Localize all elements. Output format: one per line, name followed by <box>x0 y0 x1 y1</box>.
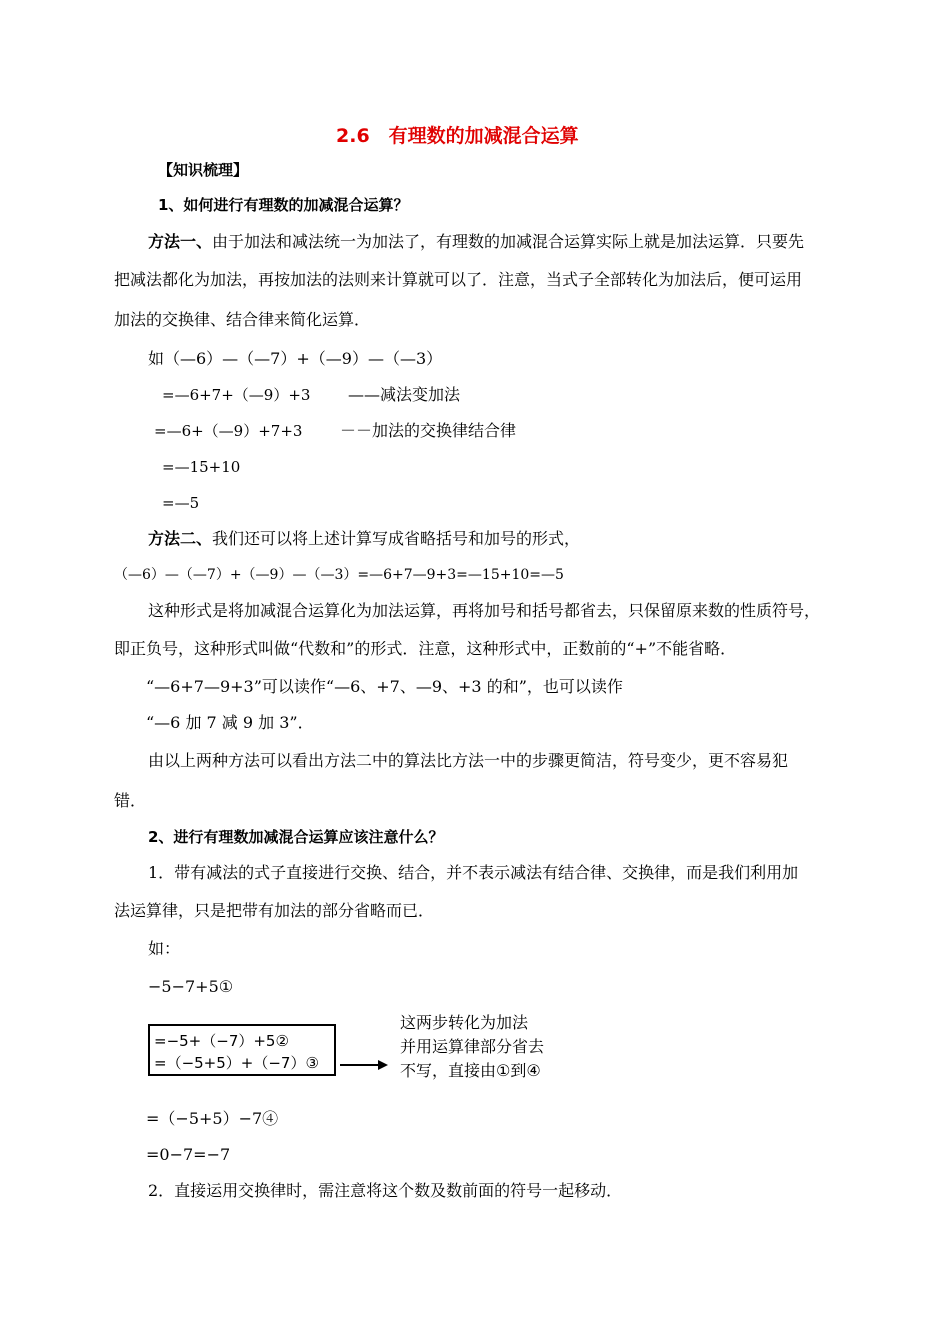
method2-paragraph-line1: 这种形式是将加减混合运算化为加法运算，再将加号和括号都省去，只保留原来数的性质符号， <box>148 601 821 620</box>
transformation-box <box>148 1024 336 1076</box>
example2-line-1: −5−7+5① <box>148 977 234 996</box>
example-note-1: ——减法变加法 <box>348 385 461 404</box>
box-line-1: =−5+（−7）+5② <box>154 1032 289 1050</box>
question-1-heading: 1、如何进行有理数的加减混合运算？ <box>158 196 409 214</box>
method1-text: 由于加法和减法统一为加法了，有理数的加减混合运算实际上就是加法运算．只要先 <box>212 232 805 251</box>
method1-paragraph-line1 <box>148 232 804 252</box>
example2-line-5: =0−7=−7 <box>146 1145 231 1164</box>
method2-formula: （—6）—（—7）+（—9）—（—3）=—6+7—9+3=—15+10=—5 <box>114 567 564 583</box>
method2-paragraph-line2: 即正负号，这种形式叫做“代数和”的形式．注意，这种形式中，正数前的“+”不能省略． <box>114 639 737 658</box>
example-line-4: =—5 <box>162 494 200 512</box>
section-heading: 【知识梳理】 <box>158 161 249 179</box>
example-note-2: －－加法的交换律结合律 <box>340 421 517 440</box>
method2-intro-line <box>148 529 580 549</box>
annotation-line-2: 并用运算律部分省去 <box>400 1037 545 1056</box>
example-line-1: =—6+7+（—9）+3 <box>162 386 311 404</box>
example-line-3: =—15+10 <box>162 458 241 476</box>
method1-paragraph-line3: 加法的交换律、结合律来简化运算． <box>114 310 371 329</box>
example2-line-4: =（−5+5）−7④ <box>146 1109 279 1128</box>
method2-paragraph-line6: 错． <box>114 791 147 810</box>
method2-paragraph-line3: “—6+7—9+3”可以读作“—6、+7、—9、+3 的和”，也可以读作 <box>146 677 623 696</box>
example-line-0: 如（—6）—（—7）+（—9）—（—3） <box>148 349 443 368</box>
arrow-icon <box>338 1058 390 1072</box>
annotation-line-1: 这两步转化为加法 <box>400 1013 529 1032</box>
method1-label: 方法一、 <box>148 232 213 251</box>
annotation-line-3: 不写，直接由①到④ <box>400 1061 541 1080</box>
question-2-heading: 2、进行有理数加减混合运算应该注意什么？ <box>148 828 444 846</box>
method2-intro: 我们还可以将上述计算写成省略括号和加号的形式， <box>212 529 581 548</box>
method2-paragraph-line4: “—6 加 7 减 9 加 3”． <box>146 713 314 732</box>
box-line-2: =（−5+5）+（−7）③ <box>154 1054 319 1072</box>
method1-paragraph-line2: 把减法都化为加法，再按加法的法则来计算就可以了．注意，当式子全部转化为加法后，便可运用 <box>114 270 803 289</box>
example-line-2: =—6+（—9）+7+3 <box>154 422 303 440</box>
example-label: 如： <box>148 939 181 958</box>
point2-line: 2．直接运用交换律时，需注意将这个数及数前面的符号一起移动． <box>148 1181 623 1200</box>
page-title: 2.6 有理数的加减混合运算 <box>336 125 579 147</box>
point1-line2: 法运算律，只是把带有加法的部分省略而已． <box>114 901 435 920</box>
method2-label: 方法二、 <box>148 529 213 548</box>
point1-line1: 1．带有减法的式子直接进行交换、结合，并不表示减法有结合律、交换律，而是我们利用加 <box>148 863 799 882</box>
method2-paragraph-line5: 由以上两种方法可以看出方法二中的算法比方法一中的步骤更简洁，符号变少，更不容易犯 <box>148 751 789 770</box>
